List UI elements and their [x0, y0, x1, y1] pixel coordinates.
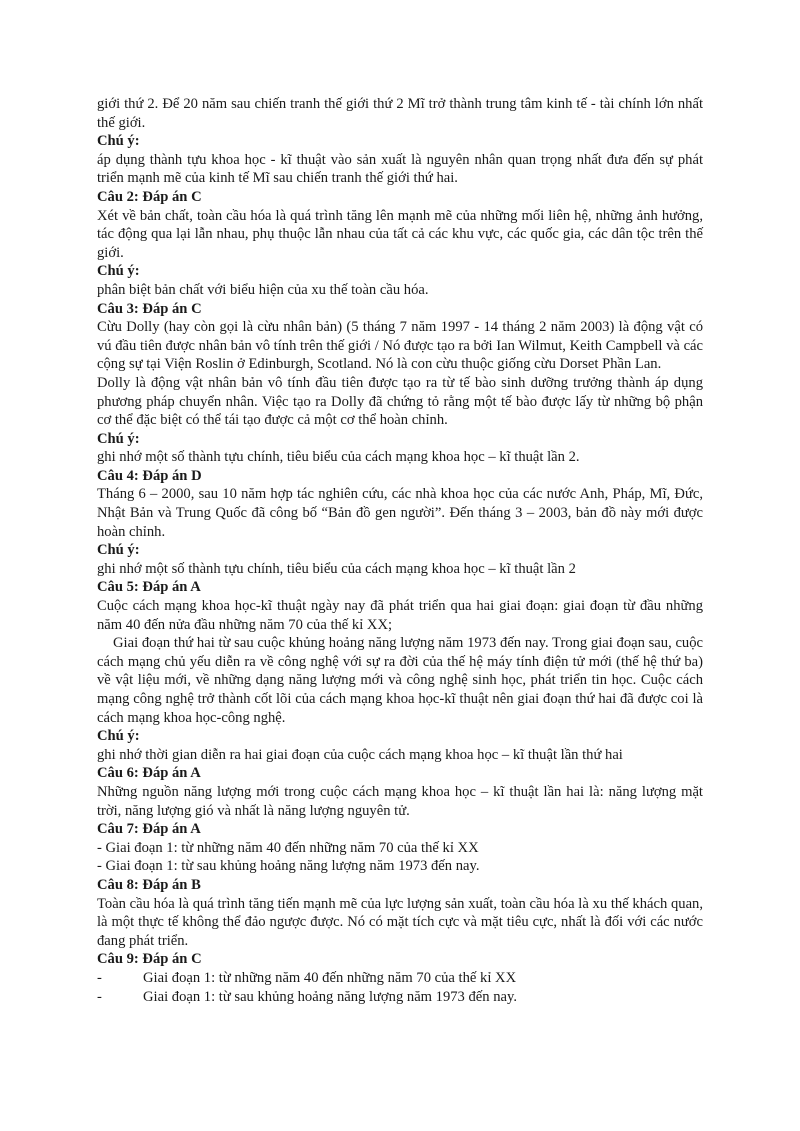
question-6-heading: Câu 6: Đáp án A — [97, 765, 201, 782]
question-7-line-1: - Giai đoạn 1: từ những năm 40 đến những năm 70 của thế kỉ XX — [97, 839, 479, 856]
list-marker: - — [97, 969, 102, 986]
question-5-text: Cuộc cách mạng khoa học-kĩ thuật ngày nay đã phát triển qua hai giai đoạn: giai đoạn từ đầu những năm 40 đến nửa đầu những năm 70 của thế kỉ XX; — [97, 598, 703, 633]
note-heading: Chú ý: — [97, 430, 140, 447]
note-heading: Chú ý: — [97, 728, 140, 745]
question-7-heading: Câu 7: Đáp án A — [97, 821, 201, 838]
note-text: ghi nhớ thời gian diễn ra hai giai đoạn của cuộc cách mạng khoa học – kĩ thuật lần thứ hai — [97, 746, 623, 763]
list-marker: - — [97, 988, 102, 1005]
intro-paragraph: giới thứ 2. Để 20 năm sau chiến tranh thế giới thứ 2 Mĩ trở thành trung tâm kinh tế - tài chính lớn nhất thế giới. — [97, 96, 703, 131]
question-2-heading: Câu 2: Đáp án C — [97, 188, 202, 205]
note-heading: Chú ý: — [97, 133, 140, 150]
document-page — [97, 95, 703, 1006]
question-9-heading: Câu 9: Đáp án C — [97, 951, 202, 968]
question-7-line-2: - Giai đoạn 1: từ sau khủng hoảng năng lượng năm 1973 đến nay. — [97, 858, 480, 875]
list-item-text: Giai đoạn 1: từ sau khủng hoảng năng lượng năm 1973 đến nay. — [143, 988, 517, 1005]
question-4-text: Tháng 6 – 2000, sau 10 năm hợp tác nghiên cứu, các nhà khoa học của các nước Anh, Pháp, Mĩ, Đức, Nhật Bản và Trung Quốc đã công bố “Bản đồ gen người”. Đến tháng 3 – 2003, bản đồ này mới được hoàn chỉnh. — [97, 486, 703, 540]
question-3-text-2: Dolly là động vật nhân bản vô tính đầu tiên được tạo ra từ tế bào sinh dưỡng trưởng thành áp dụng phương pháp chuyển nhân. Việc tạo ra Dolly đã chứng tỏ rằng một tế bào được lấy từ những bộ phận cơ thể đặc biệt có thể tái tạo được cả một cơ thể hoàn chỉnh. — [97, 374, 703, 429]
note-text: ghi nhớ một số thành tựu chính, tiêu biểu của cách mạng khoa học – kĩ thuật lần 2. — [97, 449, 580, 466]
list-item — [97, 988, 703, 1007]
question-2-text: Xét về bản chất, toàn cầu hóa là quá trình tăng lên mạnh mẽ của những mối liên hệ, những ảnh hưởng, tác động qua lại lẫn nhau, phụ thuộc lẫn nhau của tất cả các khu vực, các quốc gia, các dân tộc trên thế giới. — [97, 207, 703, 261]
question-5-text-2: Giai đoạn thứ hai từ sau cuộc khủng hoảng năng lượng năm 1973 đến nay. Trong giai đoạn sau, cuộc cách mạng chủ yếu diễn ra về công nghệ với sự ra đời của thế hệ máy tính điện tử mới (thế hệ thứ ba) về vật liệu mới, về những dạng năng lượng mới và công nghệ sinh học, phát triển tin học. Cuộc cách mạng công nghệ trở thành cốt lõi của cách mạng khoa học-kĩ thuật nên giai đoạn thứ hai đã được coi là cách mạng khoa học-công nghệ. — [97, 635, 703, 726]
note-text: ghi nhớ một số thành tựu chính, tiêu biểu của cách mạng khoa học – kĩ thuật lần 2 — [97, 560, 576, 577]
list-item — [97, 969, 703, 988]
question-4-heading: Câu 4: Đáp án D — [97, 467, 202, 484]
list-item-text: Giai đoạn 1: từ những năm 40 đến những năm 70 của thế kỉ XX — [143, 969, 517, 986]
question-3-text: Cừu Dolly (hay còn gọi là cừu nhân bản) (5 tháng 7 năm 1997 - 14 tháng 2 năm 2003) là động vật có vú đầu tiên được nhân bản vô tính trên thế giới / Nó được tạo ra bởi Ian Wilmut, Keith Campbell và các cộng sự tại Viện Roslin ở Edinburgh, Scotland. Nó là con cừu thuộc giống cừu Dorset Phần Lan. — [97, 319, 703, 373]
note-heading: Chú ý: — [97, 263, 140, 280]
note-text: áp dụng thành tựu khoa học - kĩ thuật vào sản xuất là nguyên nhân quan trọng nhất đưa đến sự phát triển mạnh mẽ của kinh tế Mĩ sau chiến tranh thế giới thứ hai. — [97, 151, 703, 187]
question-3-heading: Câu 3: Đáp án C — [97, 300, 202, 317]
question-8-text: Toàn cầu hóa là quá trình tăng tiến mạnh mẽ của lực lượng sản xuất, toàn cầu hóa là xu thế khách quan, là một thực tế không thể đảo ngược được. Nó có mặt tích cực và mặt tiêu cực, nhất là đối với các nước đang phát triển. — [97, 895, 703, 949]
question-6-text: Những nguồn năng lượng mới trong cuộc cách mạng khoa học – kĩ thuật lần hai là: năng lượng mặt trời, năng lượng gió và nhất là năng lượng nguyên tử. — [97, 783, 703, 819]
note-text: phân biệt bản chất với biểu hiện của xu thế toàn cầu hóa. — [97, 281, 429, 298]
question-5-heading: Câu 5: Đáp án A — [97, 579, 201, 596]
note-heading: Chú ý: — [97, 542, 140, 559]
question-8-heading: Câu 8: Đáp án B — [97, 876, 201, 893]
